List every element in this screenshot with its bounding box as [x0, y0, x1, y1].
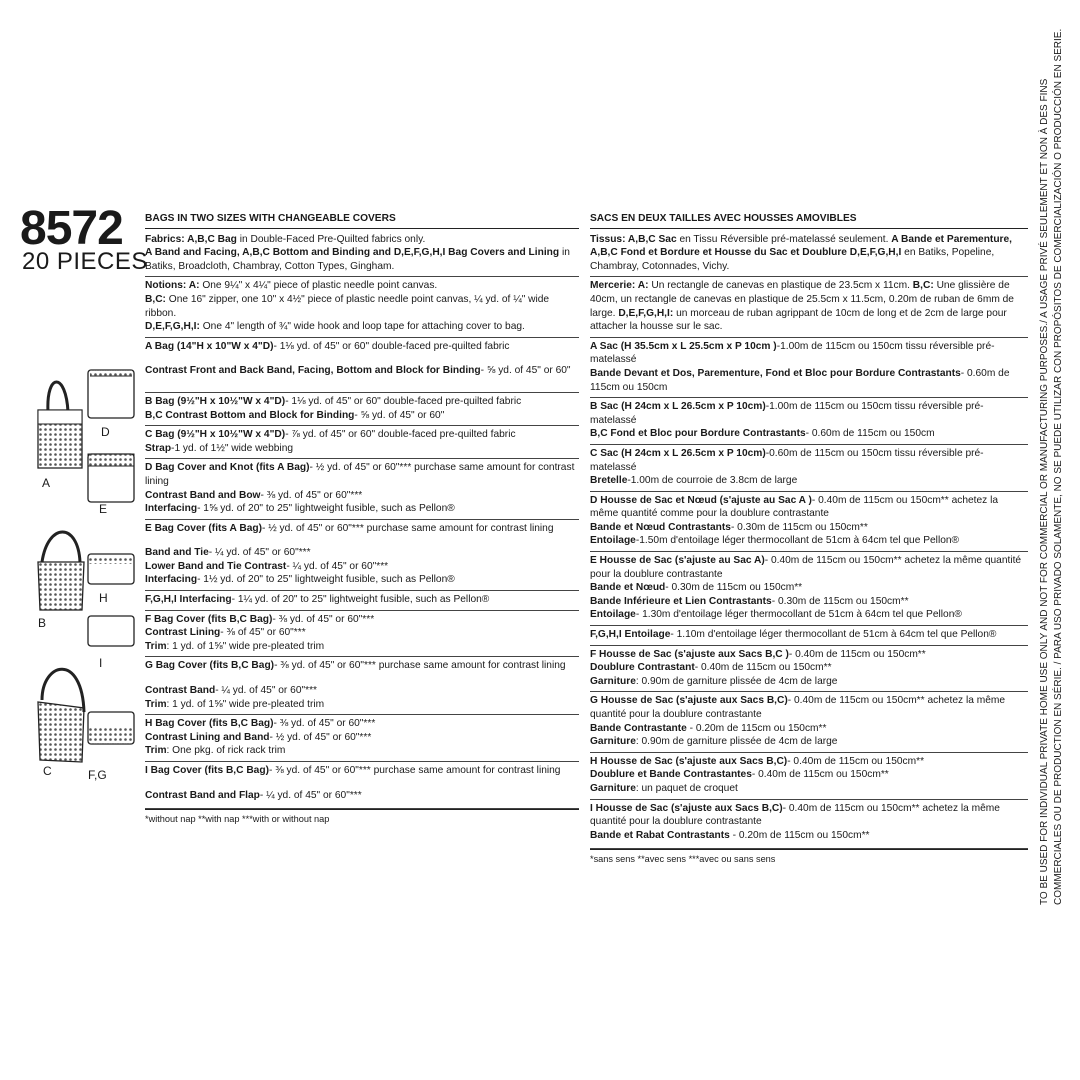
en-h-cover-text: : One pkg. of rick rack trim [166, 745, 286, 757]
en-a-bag-text: - 1⅛ yd. of 45" or 60" double-faced pre-quilted fabric [273, 340, 510, 352]
en-notions-title: B,C: [145, 293, 166, 305]
fr-e-housse-text: pour la doublure contrastante [590, 568, 723, 580]
en-c-bag-section [145, 426, 579, 459]
fr-c-sac-title: Bretelle [590, 475, 628, 487]
en-notions-text: One 4" length of ¾" wide hook and loop tape for attaching cover to bag. [199, 321, 525, 333]
fr-mercerie-text: un morceau de ruban agrippant de 10cm de long et de 2cm de large pour [673, 307, 1007, 319]
en-c-bag-text: - ⅞ yd. of 45" or 60" double-faced pre-quilted fabric [285, 429, 516, 441]
en-fabrics-title: Fabrics: A,B,C Bag [145, 233, 237, 245]
fr-tissus-section [590, 231, 1028, 278]
fr-e-housse-text: - 0.30m de 115cm ou 150cm** [771, 595, 909, 607]
fr-h-housse-text: - 0.40m de 115cm ou 150cm** [751, 769, 889, 781]
en-e-cover-title: Band and Tie [145, 547, 209, 559]
fr-d-housse-text: - 0.40m de 115cm ou 150cm** achetez la [811, 494, 999, 506]
fr-mercerie-text: Une glissière de [933, 280, 1010, 292]
fr-e-housse-text: - 0.40m de 115cm ou 150cm** achetez la même quantité [764, 555, 1022, 567]
fr-h-housse-text: - 0.40m de 115cm ou 150cm** [787, 755, 925, 767]
en-notions-title: D,E,F,G,H,I: [145, 321, 200, 333]
fr-f-housse-title: Garniture [590, 675, 636, 687]
usage-notice-line-2: COMMERCIALES OU DE PRODUCTION EN SÉRIE. / PARA USO PRIVADO SOLAMENTE, NO SE PUEDE UTILIZAR CON PROPÓSITOS DE COMERCIALIZACIÓN O PRODUCCIÓN EN SERIE. [1053, 28, 1064, 905]
label-i: I [99, 656, 103, 670]
bag-i-sketch [88, 616, 134, 646]
fr-b-sac-title: B Sac (H 24cm x L 26.5cm x P 10cm) [590, 401, 766, 413]
en-g-cover-text: - ⅜ yd. of 45" or 60"*** purchase same amount for contrast lining [274, 660, 566, 672]
fr-a-sac-text: - 0.60m de [960, 367, 1010, 379]
fr-g-housse-section [590, 692, 1028, 752]
en-i-cover-text: - ⅜ yd. of 45" or 60"*** purchase same amount for contrast lining [268, 765, 561, 776]
fr-tissus-title: Tissus: A,B,C Sac [590, 233, 677, 245]
fr-e-housse-title: Bande et Nœud [590, 582, 666, 594]
fr-a-sac-text: matelassé [590, 354, 637, 366]
en-c-bag-title: C Bag (9½"H x 10½"W x 4"D) [145, 429, 286, 441]
label-a: A [42, 476, 51, 490]
en-e-cover-text: - ¼ yd. of 45" or 60"*** [208, 547, 311, 559]
en-h-cover-title: Trim [145, 745, 167, 757]
usage-notice-vertical [1038, 28, 1066, 905]
fr-g-housse-title: G Housse de Sac (s'ajuste aux Sacs B,C) [590, 695, 788, 707]
fr-e-housse-section [590, 552, 1028, 626]
en-d-cover-title: D Bag Cover and Knot (fits A Bag) [145, 462, 310, 474]
en-e-cover-title: E Bag Cover (fits A Bag) [145, 522, 262, 534]
fr-h-housse-section [590, 753, 1028, 800]
en-c-bag-title: Strap [145, 442, 172, 454]
fr-fghi-text: - 1.10m d'entoilage léger thermocollant de 51cm à 64cm tel que Pellon® [670, 629, 997, 641]
usage-notice-line-1: TO BE USED FOR INDIVIDUAL PRIVATE HOME USE ONLY AND NOT FOR COMMERCIAL OR MANUFACTURING PURPOSES./ A USAGE PRIVÉ SEULEMENT ET NON À DES FINS [1039, 78, 1050, 905]
en-i-cover-title: Contrast Band and Flap [145, 789, 260, 801]
fr-i-housse-text: - 0.40m de 115cm ou 150cm** achetez la même [782, 802, 1000, 814]
fr-f-housse-text: : 0.90m de garniture plissée de 4cm de large [635, 675, 838, 687]
bag-fg-sketch [88, 712, 134, 744]
fr-f-housse-text: - 0.40m de 115cm ou 150cm** [788, 648, 926, 660]
fr-d-housse-text: même quantité comme pour la doublure contrastante [590, 508, 829, 520]
label-e: E [99, 502, 108, 516]
fr-mercerie-title: D,E,F,G,H,I: [618, 307, 674, 319]
bag-c-sketch [38, 669, 84, 762]
en-d-cover-section [145, 459, 579, 519]
fr-mercerie-text: 40cm, un rectangle de canevas en plastique de 25.5cm x 11.5cm, 0.20m de ruban de 6mm de [590, 293, 1014, 305]
fr-e-housse-text: - 0.30m de 115cm ou 150cm** [665, 582, 803, 594]
fr-g-housse-text: quantité pour la doublure contrastante [590, 709, 762, 720]
fr-f-housse-title: Doublure Contrastant [590, 662, 695, 674]
fr-i-housse-section [590, 800, 1028, 850]
en-f-cover-text: - ⅜ of 45" or 60"*** [220, 627, 306, 639]
fr-mercerie-title: B,C: [912, 280, 934, 292]
en-e-cover-text: - 1½ yd. of 20" to 25" lightweight fusible, such as Pellon® [197, 574, 455, 586]
fr-i-housse-title: I Housse de Sac (s'ajuste aux Sacs B,C) [590, 802, 783, 814]
en-notions-title: Notions: A: [145, 280, 200, 292]
bag-a-sketch [38, 382, 82, 468]
en-f-cover-title: F Bag Cover (fits B,C Bag) [145, 613, 273, 625]
fr-g-housse-text: - 0.20m de 115cm ou 150cm** [686, 722, 827, 734]
fr-d-housse-title: Entoilage [590, 535, 636, 547]
fr-h-housse-title: Garniture [590, 782, 636, 794]
fr-b-sac-section [590, 398, 1028, 445]
fr-tissus-text: en Tissu Réversible pré-matelassé seulement. [676, 233, 892, 245]
fr-mercerie-section [590, 277, 1028, 337]
en-e-cover-text: - ¼ yd. of 45" or 60"*** [286, 560, 389, 572]
en-fghi-interfacing-section [145, 591, 579, 611]
fr-e-housse-text: - 1.30m d'entoilage léger thermocollant de 51cm à 64cm tel que Pellon® [635, 609, 962, 621]
fr-c-sac-text: -0.60m de 115cm ou 150cm tissu réversible pré-matelassé [590, 447, 984, 473]
en-c-bag-text: -1 yd. of 1½" wide webbing [171, 442, 294, 454]
fr-g-housse-title: Garniture [590, 736, 636, 748]
fr-f-housse-section [590, 646, 1028, 693]
fr-tissus-title: A,B,C Fond et Bordure et Housse du Sac et Doublure D,E,F,G,H,I [590, 247, 902, 259]
en-b-bag-text: - ⅝ yd. of 45" or 60" [354, 409, 445, 421]
fr-fghi-title: F,G,H,I Entoilage [590, 629, 671, 641]
en-f-cover-title: Trim [145, 640, 167, 652]
fr-i-housse-title: Bande et Rabat Contrastants [590, 829, 730, 841]
fr-d-housse-section [590, 492, 1028, 552]
en-fghi-title: F,G,H,I Interfacing [145, 594, 232, 606]
fr-c-sac-section [590, 445, 1028, 492]
english-column [145, 212, 579, 827]
fr-i-housse-text: quantité pour la doublure contrastante [590, 816, 762, 828]
fr-a-sac-section [590, 338, 1028, 398]
fr-e-housse-title: Bande Inférieure et Lien Contrastants [590, 595, 772, 607]
french-column [590, 212, 1028, 867]
fr-a-sac-title: Bande Devant et Dos, Parementure, Fond et Bloc pour Bordure Contrastants [590, 367, 961, 379]
en-b-bag-section [145, 393, 579, 426]
fr-e-housse-title: Entoilage [590, 609, 636, 621]
label-h: H [99, 591, 108, 605]
en-e-cover-section [145, 520, 579, 591]
en-f-cover-title: Contrast Lining [145, 627, 221, 639]
en-d-cover-text: - 1⅝ yd. of 20" to 25" lightweight fusible, such as Pellon® [197, 503, 455, 515]
en-a-bag-text: - ⅝ yd. of 45" or 60" [480, 365, 571, 377]
fr-i-housse-text: - 0.20m de 115cm ou 150cm** [729, 829, 870, 841]
fr-mercerie-text: Un rectangle de canevas en plastique de 23.5cm x 11cm. [648, 280, 913, 292]
en-i-cover-section [145, 762, 579, 809]
bag-h-sketch [88, 554, 134, 584]
en-i-cover-title: I Bag Cover (fits B,C Bag) [145, 765, 269, 776]
fr-b-sac-text: - 0.60m de 115cm ou 150cm [805, 428, 935, 440]
fr-f-housse-text: - 0.40m de 115cm ou 150cm** [694, 662, 832, 674]
en-f-cover-text: - ⅜ yd. of 45" or 60"*** [272, 613, 375, 625]
fr-e-housse-title: E Housse de Sac (s'ajuste au Sac A) [590, 555, 765, 567]
label-d: D [101, 425, 110, 439]
fr-fghi-entoilage-section [590, 626, 1028, 646]
fr-c-sac-title: C Sac (H 24cm x L 26.5cm x P 10cm) [590, 447, 766, 459]
en-g-cover-section [145, 657, 579, 715]
fr-g-housse-text: : 0.90m de garniture plissée de 4cm de large [635, 736, 838, 748]
fr-a-sac-text: -1.00m de 115cm ou 150cm tissu réversible pré- [776, 340, 995, 352]
en-notions-text: One 16" zipper, one 10" x 4½" piece of plastic needle point canvas, ¼ yd. of ¼" wide ribbon. [145, 293, 550, 319]
en-e-cover-text: - ½ yd. of 45" or 60"*** purchase same amount for contrast lining [261, 522, 554, 534]
fr-b-sac-text: -1.00m de 115cm ou 150cm tissu réversible pré-matelassé [590, 401, 984, 426]
bag-e-sketch [88, 454, 134, 502]
fr-g-housse-text: - 0.40m de 115cm ou 150cm** achetez la même [787, 695, 1006, 707]
en-a-bag-section [145, 338, 579, 393]
en-h-cover-title: Contrast Lining and Band [145, 731, 270, 743]
fr-mercerie-text: large. [590, 307, 619, 319]
en-fabrics-title: A Band and Facing, A,B,C Bottom and Binding and D,E,F,G,H,I Bag Covers and Lining [145, 247, 560, 259]
en-b-bag-title: B,C Contrast Bottom and Block for Binding [145, 409, 355, 421]
french-header: SACS EN DEUX TAILLES AVEC HOUSSES AMOVIBLES [590, 212, 1028, 229]
fr-a-sac-title: A Sac (H 35.5cm x L 25.5cm x P 10cm ) [590, 340, 777, 352]
fr-c-sac-text: -1.00m de courroie de 3.8cm de large [627, 475, 798, 487]
en-fghi-text: - 1¼ yd. of 20" to 25" lightweight fusible, such as Pellon® [231, 594, 490, 606]
en-d-cover-text: - ⅜ yd. of 45" or 60"*** [260, 489, 363, 501]
en-a-bag-title: Contrast Front and Back Band, Facing, Bottom and Block for Binding [145, 365, 481, 377]
en-fabrics-section [145, 231, 579, 278]
fr-tissus-text: Chambray, Cotonnades, Vichy. [590, 260, 730, 272]
en-fabrics-text: Batiks, Broadcloth, Chambray, Cotton Types, Gingham. [145, 260, 395, 272]
label-c: C [43, 764, 52, 778]
fr-tissus-title: A Bande et Parementure, [891, 233, 1013, 245]
fr-d-housse-title: D Housse de Sac et Nœud (s'ajuste au Sac A ) [590, 494, 812, 506]
fr-d-housse-text: -1.50m d'entoilage léger thermocollant de 51cm à 64cm tel que Pellon® [635, 535, 960, 547]
fr-tissus-text: en Batiks, Popeline, [901, 247, 995, 259]
en-f-cover-section [145, 611, 579, 658]
label-b: B [38, 616, 47, 630]
fr-b-sac-title: B,C Fond et Bloc pour Bordure Contrastants [590, 428, 806, 440]
en-d-cover-title: Contrast Band and Bow [145, 489, 261, 501]
fr-mercerie-text: attacher la housse sur le sac. [590, 321, 723, 333]
en-notions-text: One 9¼" x 4¼" piece of plastic needle point canvas. [199, 280, 438, 292]
fr-g-housse-title: Bande Contrastante [590, 722, 687, 734]
en-g-cover-title: G Bag Cover (fits B,C Bag) [145, 660, 275, 672]
en-e-cover-title: Interfacing [145, 574, 198, 586]
pattern-number: 8572 [20, 202, 123, 255]
bag-b-sketch [38, 532, 84, 610]
en-d-cover-text: - ½ yd. of 45" or 60"*** purchase same amount for contrast lining [145, 462, 575, 487]
fr-d-housse-title: Bande et Nœud Contrastants [590, 521, 731, 533]
en-d-cover-title: Interfacing [145, 503, 198, 515]
fr-h-housse-title: H Housse de Sac (s'ajuste aux Sacs B,C) [590, 755, 788, 767]
en-fabrics-text: in Double-Faced Pre-Quilted fabrics only. [236, 233, 426, 245]
fr-d-housse-text: - 0.30m de 115cm ou 150cm** [730, 521, 868, 533]
en-h-cover-section [145, 715, 579, 762]
bag-illustrations [18, 362, 140, 792]
bag-d-sketch [88, 370, 134, 418]
en-g-cover-text: : 1 yd. of 1⅝" wide pre-pleated trim [166, 698, 325, 710]
fr-f-housse-title: F Housse de Sac (s'ajuste aux Sacs B,C ) [590, 648, 789, 660]
en-g-cover-text: - ¼ yd. of 45" or 60"*** [215, 685, 317, 697]
en-h-cover-text: - ⅜ yd. of 45" or 60"*** [273, 718, 376, 730]
en-notions-section [145, 277, 579, 337]
en-a-bag-title: A Bag (14"H x 10"W x 4"D) [145, 340, 274, 352]
fr-a-sac-text: 115cm ou 150cm [590, 381, 668, 393]
label-fg: F,G [88, 768, 107, 782]
en-e-cover-title: Lower Band and Tie Contrast [145, 560, 287, 572]
english-header: BAGS IN TWO SIZES WITH CHANGEABLE COVERS [145, 212, 579, 229]
en-i-cover-text: - ¼ yd. of 45" or 60"*** [259, 789, 362, 801]
en-fabrics-text: in [559, 247, 570, 259]
en-b-bag-title: B Bag (9½"H x 10½"W x 4"D) [145, 395, 286, 407]
en-h-cover-text: - ½ yd. of 45" or 60"*** [269, 731, 372, 743]
fr-mercerie-title: Mercerie: A: [590, 280, 649, 292]
en-h-cover-title: H Bag Cover (fits B,C Bag) [145, 718, 274, 730]
en-footnote: *without nap **with nap ***with or without nap [145, 809, 579, 827]
fr-footnote: *sans sens **avec sens ***avec ou sans sens [590, 849, 1028, 867]
en-g-cover-title: Trim [145, 698, 167, 710]
fr-h-housse-title: Doublure et Bande Contrastantes [590, 769, 752, 781]
fr-h-housse-text: : un paquet de croquet [635, 782, 738, 794]
en-b-bag-text: - 1⅛ yd. of 45" or 60" double-faced pre-quilted fabric [285, 395, 522, 407]
pieces-count: 20 PIECES [22, 248, 148, 275]
en-f-cover-text: : 1 yd. of 1⅝" wide pre-pleated trim [166, 640, 325, 652]
en-g-cover-title: Contrast Band [145, 685, 216, 697]
